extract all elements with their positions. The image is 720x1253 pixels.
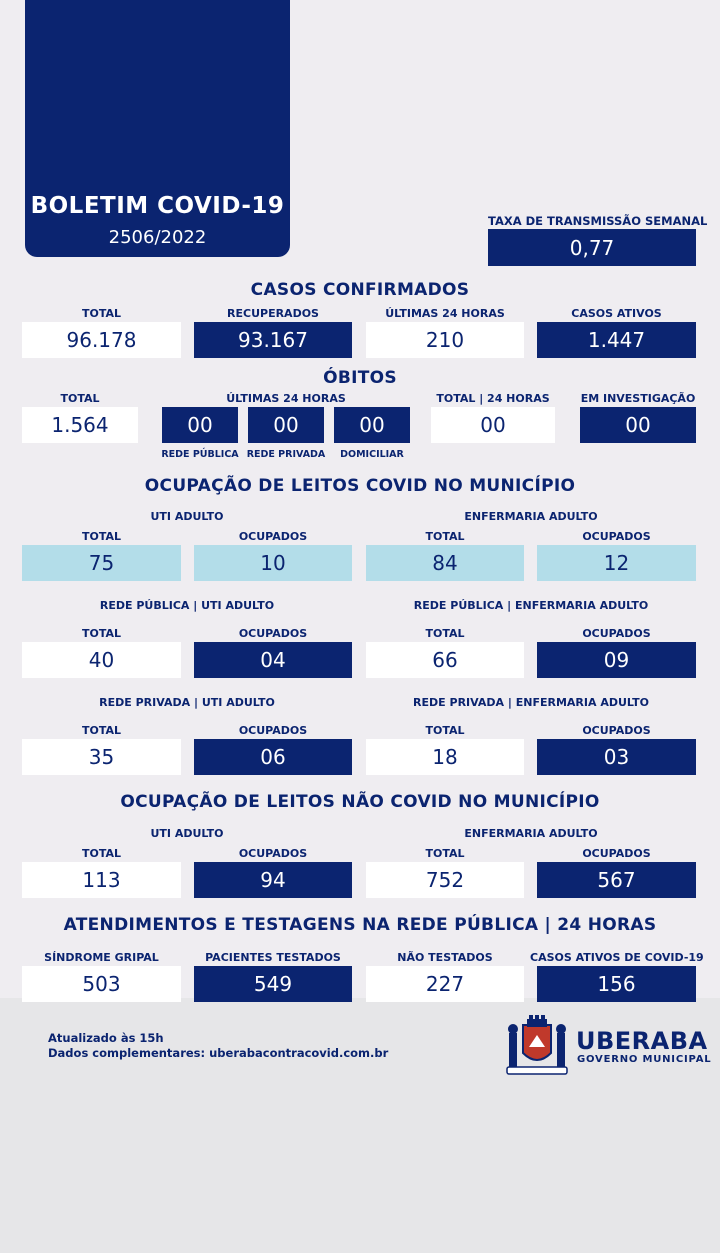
bulletin-title: BOLETIM COVID-19 [30, 193, 285, 219]
section-title-casos: CASOS CONFIRMADOS [250, 280, 470, 300]
bulletin-header [25, 0, 290, 257]
atend-sindrome-label: SÍNDROME GRIPAL [44, 951, 159, 964]
leitos-privada-enf-title: REDE PRIVADA | ENFERMARIA ADULTO [413, 696, 649, 709]
obitos-total-label: TOTAL [60, 392, 100, 405]
casos-recuperados-label: RECUPERADOS [227, 307, 319, 320]
leitos-publica-enf-ocupados-label: OCUPADOS [582, 627, 651, 640]
leitos-privada-uti-ocupados-label: OCUPADOS [238, 724, 308, 737]
bulletin-date: 2506/2022 [108, 227, 207, 248]
leitos-publica-enf-ocupados-value: 09 [537, 642, 696, 678]
leitos-uti-total-value: 75 [22, 545, 181, 581]
leitos-enf-ocupados-value: 12 [537, 545, 696, 581]
section-title-leitos-covid: OCUPAÇÃO DE LEITOS COVID NO MUNICÍPIO [144, 476, 576, 496]
casos-24h-value: 210 [366, 322, 524, 358]
nao-covid-enf-ocupados-label: OCUPADOS [582, 847, 651, 860]
leitos-uti-title: UTI ADULTO [150, 510, 224, 523]
nao-covid-uti-total-label: TOTAL [81, 847, 122, 860]
leitos-privada-uti-ocupados-value: 06 [194, 739, 352, 775]
leitos-privada-enf-total-value: 18 [366, 739, 524, 775]
atend-testados-value: 549 [194, 966, 352, 1002]
coat-of-arms-icon [503, 1015, 571, 1077]
obitos-total24-label: TOTAL | 24 HORAS [436, 392, 550, 405]
obitos-investigacao-value: 00 [580, 407, 696, 443]
nao-covid-enf-title: ENFERMARIA ADULTO [464, 827, 598, 840]
leitos-uti-total-label: TOTAL [81, 530, 122, 543]
leitos-publica-enf-total-value: 66 [366, 642, 524, 678]
obitos-rede-publica-label: REDE PÚBLICA [161, 449, 239, 460]
obitos-rede-privada-value: 00 [248, 407, 324, 443]
casos-recuperados-value: 93.167 [194, 322, 352, 358]
casos-ativos-value: 1.447 [537, 322, 696, 358]
obitos-total24-value: 00 [431, 407, 555, 443]
leitos-enf-total-label: TOTAL [425, 530, 465, 543]
casos-ativos-label: CASOS ATIVOS [571, 307, 662, 320]
footer-extra: Dados complementares: uberabacontracovid.com.br [48, 1046, 389, 1060]
leitos-privada-uti-title: REDE PRIVADA | UTI ADULTO [99, 696, 275, 709]
leitos-privada-enf-total-label: TOTAL [425, 724, 465, 737]
nao-covid-uti-ocupados-value: 94 [194, 862, 352, 898]
transmission-rate-label: TAXA DE TRANSMISSÃO SEMANAL [488, 214, 708, 228]
leitos-privada-enf-ocupados-value: 03 [537, 739, 696, 775]
atend-nao-testados-label: NÃO TESTADOS [397, 951, 493, 964]
nao-covid-uti-title: UTI ADULTO [150, 827, 224, 840]
atend-nao-testados-value: 227 [366, 966, 524, 1002]
leitos-privada-enf-ocupados-label: OCUPADOS [582, 724, 651, 737]
leitos-publica-uti-total-label: TOTAL [81, 627, 122, 640]
obitos-24h-label: ÚLTIMAS 24 HORAS [226, 392, 346, 405]
nao-covid-uti-total-value: 113 [22, 862, 181, 898]
section-title-obitos: ÓBITOS [323, 368, 397, 388]
obitos-domiciliar-label: DOMICILIAR [340, 449, 404, 460]
transmission-rate-value: 0,77 [488, 229, 696, 266]
nao-covid-uti-ocupados-label: OCUPADOS [238, 847, 308, 860]
leitos-enf-ocupados-label: OCUPADOS [582, 530, 651, 543]
leitos-uti-ocupados-value: 10 [194, 545, 352, 581]
logo-governo: GOVERNO MUNICIPAL [577, 1054, 712, 1065]
atend-casos-ativos-label: CASOS ATIVOS DE COVID-19 [530, 951, 704, 964]
atend-testados-label: PACIENTES TESTADOS [205, 951, 341, 964]
obitos-investigacao-label: EM INVESTIGAÇÃO [580, 392, 696, 405]
leitos-enfermaria-title: ENFERMARIA ADULTO [464, 510, 598, 523]
nao-covid-enf-ocupados-value: 567 [537, 862, 696, 898]
section-title-leitos-nao-covid: OCUPAÇÃO DE LEITOS NÃO COVID NO MUNICÍPIO [120, 792, 600, 812]
leitos-publica-uti-ocupados-label: OCUPADOS [238, 627, 308, 640]
obitos-rede-publica-value: 00 [162, 407, 238, 443]
leitos-publica-enf-title: REDE PÚBLICA | ENFERMARIA ADULTO [413, 599, 649, 612]
atend-casos-ativos-value: 156 [537, 966, 696, 1002]
footer-updated: Atualizado às 15h [48, 1031, 164, 1045]
leitos-privada-uti-total-value: 35 [22, 739, 181, 775]
leitos-publica-enf-total-label: TOTAL [425, 627, 465, 640]
section-title-atendimentos: ATENDIMENTOS E TESTAGENS NA REDE PÚBLICA | 24 HORAS [63, 915, 657, 935]
leitos-enf-total-value: 84 [366, 545, 524, 581]
logo-uberaba: UBERABA [576, 1027, 708, 1055]
leitos-publica-uti-title: REDE PÚBLICA | UTI ADULTO [99, 599, 275, 612]
atend-sindrome-value: 503 [22, 966, 181, 1002]
leitos-publica-uti-total-value: 40 [22, 642, 181, 678]
leitos-publica-uti-ocupados-value: 04 [194, 642, 352, 678]
obitos-total-value: 1.564 [22, 407, 138, 443]
leitos-privada-uti-total-label: TOTAL [81, 724, 122, 737]
obitos-rede-privada-label: REDE PRIVADA [246, 449, 326, 460]
nao-covid-enf-total-value: 752 [366, 862, 524, 898]
casos-total-label: TOTAL [81, 307, 122, 320]
obitos-domiciliar-value: 00 [334, 407, 410, 443]
nao-covid-enf-total-label: TOTAL [425, 847, 465, 860]
leitos-uti-ocupados-label: OCUPADOS [238, 530, 308, 543]
casos-24h-label: ÚLTIMAS 24 HORAS [385, 307, 505, 320]
casos-total-value: 96.178 [22, 322, 181, 358]
